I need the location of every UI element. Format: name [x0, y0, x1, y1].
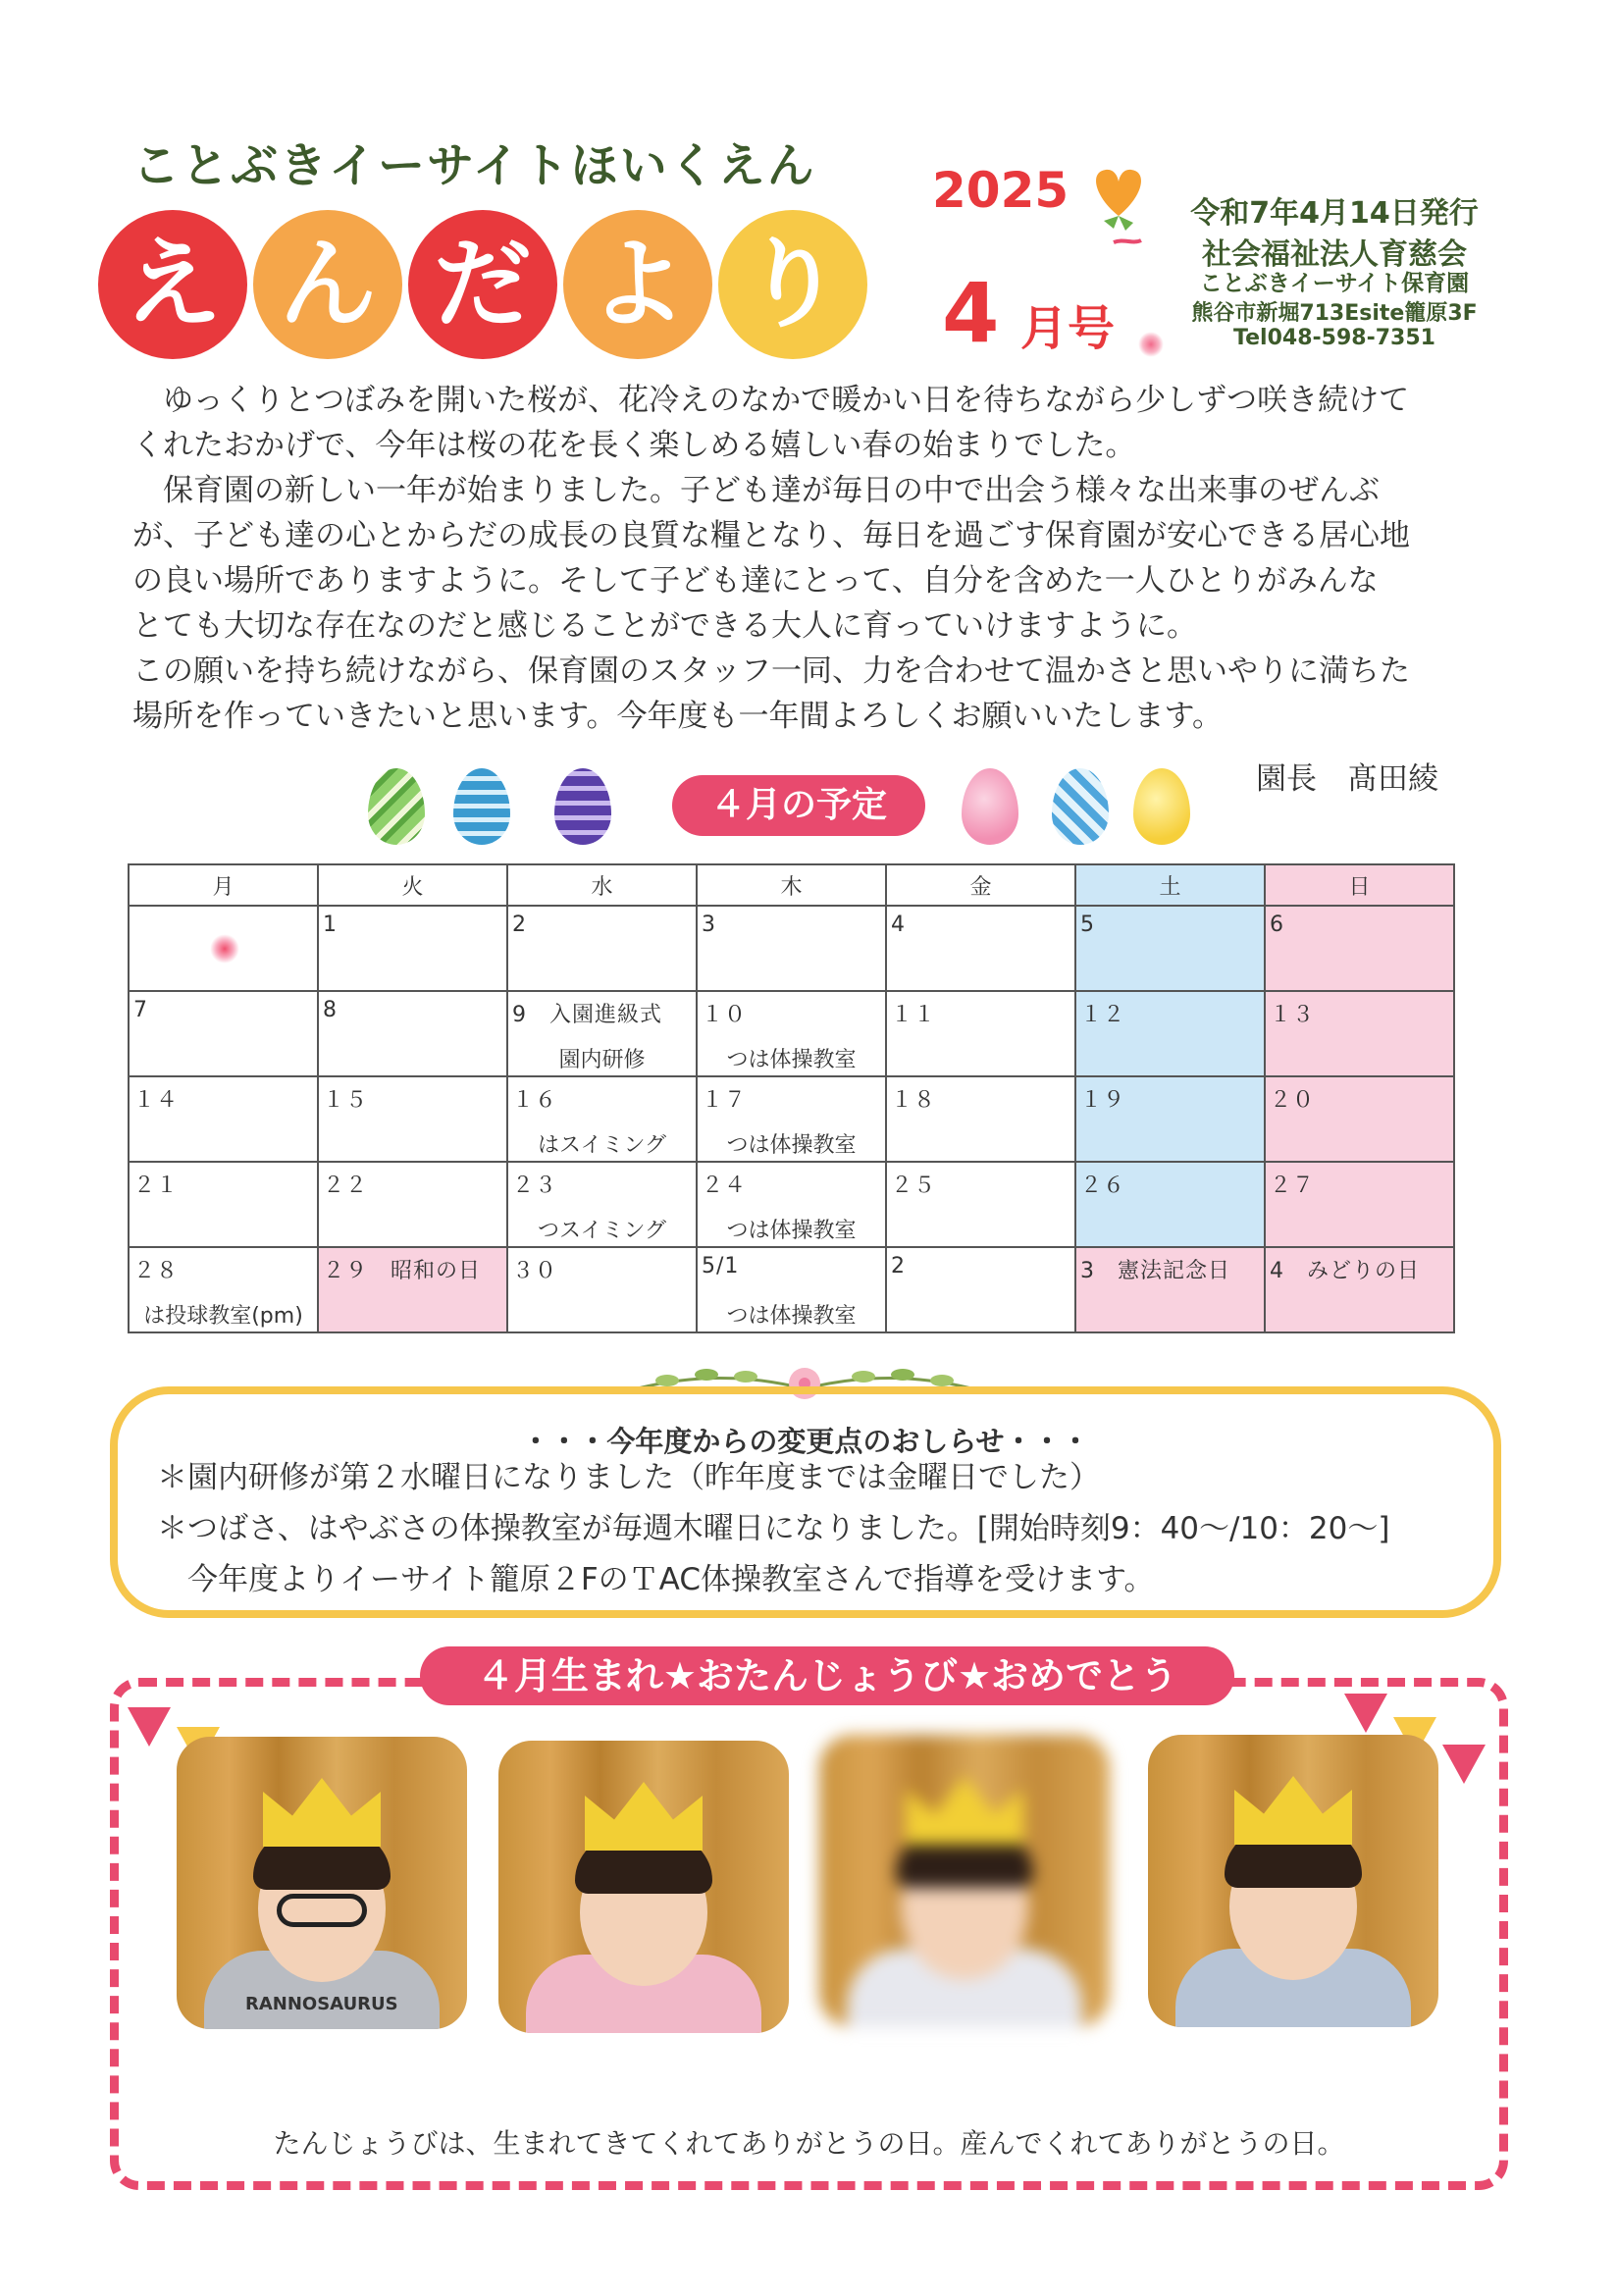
- title-char-5: り: [718, 210, 867, 359]
- glasses-icon: [277, 1894, 367, 1927]
- easter-egg-icon: [368, 768, 425, 845]
- title-char-4: よ: [563, 210, 712, 359]
- calendar-day-number: ２９ 昭和の日: [323, 1259, 482, 1283]
- calendar-day-number: ２４: [702, 1174, 748, 1198]
- calendar-event: つは体操教室: [726, 1048, 857, 1072]
- calendar-day-cell: [1265, 1076, 1454, 1162]
- calendar-week-row: [129, 1162, 1454, 1247]
- calendar-week-row: [129, 906, 1454, 991]
- calendar-day-cell: [507, 991, 697, 1076]
- calendar-day-number: 4 みどりの日: [1270, 1259, 1420, 1283]
- school-name: ことぶきイーサイトほいくえん: [132, 138, 816, 193]
- issue-month: 4: [942, 265, 1000, 361]
- calendar-day-cell: [318, 906, 507, 991]
- message-line: この願いを持ち続けながら、保育園のスタッフ一同、力を合わせて温かさと思いやりに満ちた: [132, 653, 1410, 689]
- birthday-banner: ４月生まれ★おたんじょうび★おめでとう: [420, 1646, 1234, 1705]
- issue-date: 令和7年4月14日発行: [1190, 196, 1479, 231]
- message-line: 場所を作っていきたいと思います。今年度も一年間よろしくお願いいたします。: [132, 699, 1224, 734]
- issue-year: 2025: [932, 162, 1069, 219]
- calendar-day-cell: [1265, 1247, 1454, 1332]
- shirt-print: RANNOSAURUS: [245, 1994, 398, 2014]
- pennant-decoration: [1442, 1745, 1486, 1784]
- calendar-day-cell: [318, 1247, 507, 1332]
- calendar-week-row: [129, 1076, 1454, 1162]
- calendar-day-number: 2: [512, 913, 527, 937]
- calendar-day-number: 8: [323, 998, 338, 1022]
- weekday-header-tue: 火: [318, 864, 507, 906]
- calendar-day-cell: [507, 1247, 697, 1332]
- notice-line: ＊園内研修が第２水曜日になりました（昨年度までは金曜日でした）: [157, 1460, 1100, 1495]
- calendar-event: つは体操教室: [726, 1133, 857, 1158]
- calendar-day-cell: [697, 991, 886, 1076]
- calendar-day-number: 7: [133, 998, 148, 1022]
- sparkle-icon: [210, 934, 239, 964]
- title-char-2: ん: [253, 210, 402, 359]
- calendar-day-number: 1: [323, 913, 338, 937]
- calendar-day-number: １１: [891, 1003, 937, 1027]
- calendar-day-cell: [1075, 991, 1265, 1076]
- calendar-week-row: [129, 1247, 1454, 1332]
- calendar-day-cell: [129, 1162, 318, 1247]
- calendar-day-number: １２: [1080, 1003, 1126, 1027]
- calendar-day-number: 6: [1270, 913, 1284, 937]
- calendar-day-number: ２７: [1270, 1174, 1316, 1198]
- title-char-1: え: [98, 210, 247, 359]
- easter-egg-icon: [453, 768, 510, 845]
- pennant-decoration: [1344, 1694, 1387, 1733]
- calendar-day-cell: [697, 1162, 886, 1247]
- calendar-day-number: ２２: [323, 1174, 369, 1198]
- easter-egg-icon: [1052, 768, 1109, 845]
- message-line: くれたおかげで、今年は桜の花を長く楽しめる嬉しい春の始まりでした。: [132, 428, 1136, 463]
- calendar-day-cell: [1075, 1247, 1265, 1332]
- principal-signature: 園長 髙田綾: [1256, 761, 1438, 797]
- calendar-day-cell: [507, 1076, 697, 1162]
- principal-message: [132, 378, 1496, 739]
- calendar-day-cell: [886, 1076, 1075, 1162]
- calendar-day-number: 4: [891, 913, 906, 937]
- weekday-header-fri: 金: [886, 864, 1075, 906]
- weekday-header-thu: 木: [697, 864, 886, 906]
- calendar-day-cell: [318, 1162, 507, 1247]
- easter-egg-icon: [962, 768, 1018, 845]
- message-line: が、子ども達の心とからだの成長の良質な糧となり、毎日を過ごす保育園が安心できる居心地: [132, 518, 1410, 553]
- calendar-event: つは体操教室: [726, 1304, 857, 1329]
- calendar-day-number: １４: [133, 1088, 180, 1113]
- crown-icon: [1234, 1776, 1352, 1845]
- calendar-day-cell: [886, 1247, 1075, 1332]
- calendar-day-cell: [1075, 1162, 1265, 1247]
- calendar-day-cell: [1265, 1162, 1454, 1247]
- message-line: の良い場所でありますように。そして子ども達にとって、自分を含めた一人ひとりがみんな: [132, 563, 1379, 599]
- calendar-day-cell: [129, 1076, 318, 1162]
- calendar-day-number: １９: [1080, 1088, 1126, 1113]
- calendar-day-cell: [886, 991, 1075, 1076]
- corporation-name: 社会福祉法人育慈会: [1202, 237, 1467, 272]
- calendar-day-cell: [886, 906, 1075, 991]
- calendar-event: は投球教室(pm): [143, 1304, 303, 1329]
- calendar-day-number: 9 入園進級式: [512, 1003, 662, 1027]
- calendar-day-number: １０: [702, 1003, 748, 1027]
- calendar-day-cell: [507, 1162, 697, 1247]
- title-char-3: だ: [408, 210, 557, 359]
- calendar-event: つスイミング: [537, 1219, 667, 1243]
- address: 熊谷市新堀713Esite籠原3F: [1191, 301, 1478, 326]
- notice-line: ＊つばさ、はやぶさの体操教室が毎週木曜日になりました。[開始時刻9：40～/10：20～]: [157, 1511, 1390, 1546]
- easter-egg-icon: [554, 768, 611, 845]
- birthday-message: たんじょうびは、生まれてきてくれてありがとうの日。産んでくれてありがとうの日。: [273, 2127, 1345, 2160]
- calendar-day-number: ３０: [512, 1259, 558, 1283]
- weekday-header-sun: 日: [1265, 864, 1454, 906]
- calendar-day-cell: [318, 991, 507, 1076]
- calendar-day-number: １８: [891, 1088, 937, 1113]
- calendar-day-cell: [886, 1162, 1075, 1247]
- message-line: とても大切な存在なのだと感じることができる大人に育っていけますように。: [132, 608, 1197, 644]
- calendar-event: つは体操教室: [726, 1219, 857, 1243]
- pennant-decoration: [128, 1707, 171, 1747]
- calendar-day-cell: [1075, 906, 1265, 991]
- calendar-day-number: １３: [1270, 1003, 1316, 1027]
- schedule-title: ４月の予定: [672, 775, 925, 836]
- calendar-day-number: 3: [702, 913, 716, 937]
- calendar-day-cell: [697, 1247, 886, 1332]
- weekday-header-sat: 土: [1075, 864, 1265, 906]
- april-calendar: [128, 863, 1455, 1333]
- notice-title: ・・・今年度からの変更点のおしらせ・・・: [521, 1425, 1090, 1458]
- calendar-day-cell: [507, 906, 697, 991]
- calendar-day-number: ２１: [133, 1174, 180, 1198]
- calendar-day-cell: [697, 906, 886, 991]
- calendar-day-number: ２３: [512, 1174, 558, 1198]
- calendar-day-number: ２５: [891, 1174, 937, 1198]
- calendar-day-number: １７: [702, 1088, 748, 1113]
- message-line: 保育園の新しい一年が始まりました。子ども達が毎日の中で出会う様々な出来事のぜんぶ: [132, 473, 1380, 508]
- easter-egg-icon: [1133, 768, 1190, 845]
- calendar-day-number: 5: [1080, 913, 1095, 937]
- calendar-day-number: １６: [512, 1088, 558, 1113]
- birthday-child-photo-1: [177, 1737, 467, 2029]
- calendar-day-number: １５: [323, 1088, 369, 1113]
- calendar-day-cell: [697, 1076, 886, 1162]
- calendar-day-cell: [129, 906, 318, 991]
- birthday-child-photo-4: [1148, 1735, 1438, 2027]
- calendar-day-number: 5/1: [702, 1254, 740, 1278]
- calendar-event: 園内研修: [558, 1048, 646, 1072]
- calendar-day-number: ２６: [1080, 1174, 1126, 1198]
- facility-name: ことぶきイーサイト保育園: [1199, 271, 1470, 296]
- calendar-event: はスイミング: [537, 1133, 667, 1158]
- crown-icon: [263, 1778, 381, 1847]
- issue-suffix: 月号: [1020, 301, 1116, 356]
- notice-line: 今年度よりイーサイト籠原２FのＴAC体操教室さんで指導を受けます。: [157, 1562, 1155, 1597]
- calendar-day-number: 2: [891, 1254, 906, 1278]
- calendar-body: [129, 906, 1454, 1332]
- telephone: Tel048-598-7351: [1233, 326, 1435, 350]
- calendar-day-number: ２８: [133, 1259, 180, 1283]
- birthday-child-photo-3: [819, 1735, 1110, 2027]
- calendar-day-cell: [1075, 1076, 1265, 1162]
- calendar-day-cell: [129, 1247, 318, 1332]
- message-line: ゆっくりとつぼみを開いた桜が、花冷えのなかで暖かい日を待ちながら少しずつ咲き続けて: [132, 383, 1410, 418]
- calendar-week-row: [129, 991, 1454, 1076]
- crown-icon: [585, 1782, 703, 1851]
- weekday-header-wed: 水: [507, 864, 697, 906]
- calendar-day-number: ２０: [1270, 1088, 1316, 1113]
- weekday-header-mon: 月: [129, 864, 318, 906]
- calendar-day-number: 3 憲法記念日: [1080, 1259, 1230, 1283]
- calendar-day-cell: [1265, 906, 1454, 991]
- calendar-day-cell: [1265, 991, 1454, 1076]
- calendar-day-cell: [318, 1076, 507, 1162]
- crown-icon: [906, 1776, 1023, 1845]
- birthday-child-photo-2: [498, 1741, 789, 2033]
- calendar-day-cell: [129, 991, 318, 1076]
